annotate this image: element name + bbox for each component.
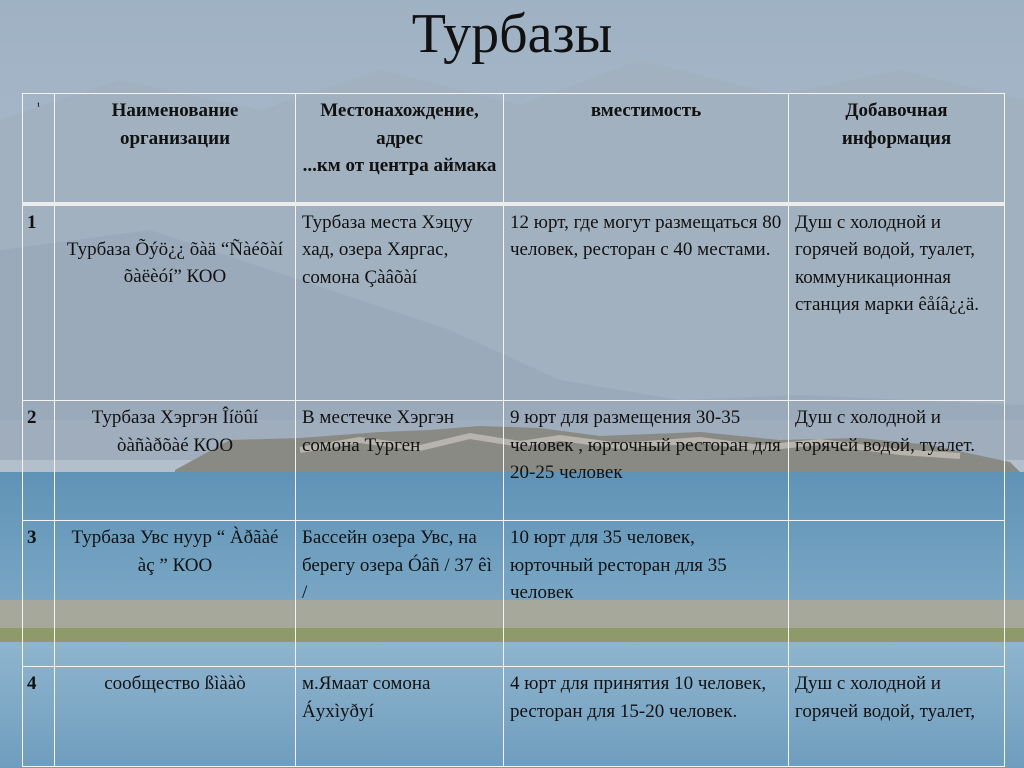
- row-number: 2: [23, 401, 55, 521]
- row-location: Турбаза места Хэцуу хад, озера Хяргас, сомона Çàâõàí: [296, 204, 504, 401]
- header-location: [296, 94, 504, 204]
- row-capacity: 12 юрт, где могут размещаться 80 человек, ресторан с 40 местами.: [504, 204, 789, 401]
- row-location: Бассейн озера Увс, на берегу озера Óâñ / 37 êì /: [296, 521, 504, 667]
- row-extra: Душ с холодной и горячей водой, туалет,: [789, 667, 1005, 767]
- header-location-line1: Местонахождение, адрес: [320, 100, 479, 149]
- header-capacity: вместимость: [504, 94, 789, 204]
- row-capacity: 10 юрт для 35 человек, юрточный ресторан для 35 человек: [504, 521, 789, 667]
- page-title: Турбазы: [411, 3, 613, 65]
- row-number: 1: [23, 204, 55, 401]
- row-extra: Душ с холодной и горячей водой, туалет, коммуникационная станция марки êåíâ¿¿ä.: [789, 204, 1005, 401]
- row-location: м.Ямаат сомона Áухìуðуí: [296, 667, 504, 767]
- row-extra: Душ с холодной и горячей водой, туалет.: [789, 401, 1005, 521]
- row-capacity: 4 юрт для принятия 10 человек, ресторан для 15-20 человек.: [504, 667, 789, 767]
- row-number: 3: [23, 521, 55, 667]
- table-row: [23, 521, 1005, 667]
- table-row: [23, 401, 1005, 521]
- header-name: Наименование организации: [55, 94, 296, 204]
- tourist-bases-table: [22, 93, 1005, 767]
- row-capacity: 9 юрт для размещения 30-35 человек , юрточный ресторан для 20-25 человек: [504, 401, 789, 521]
- header-location-line2: ...км от центра аймака: [302, 155, 497, 176]
- header-extra: Добавочная информация: [789, 94, 1005, 204]
- row-number: 4: [23, 667, 55, 767]
- row-location: В местечке Хэргэн сомона Турген: [296, 401, 504, 521]
- row-name: Турбаза Увс нуур “ Àðãàé àç ” КОО: [55, 521, 296, 667]
- row-name: Турбаза Õýö¿¿ õàä “Ñàéõàí õàëèóí” КОО: [55, 204, 296, 401]
- table-row: [23, 667, 1005, 767]
- table-row: [23, 204, 1005, 401]
- table-header-row: [23, 94, 1005, 204]
- header-number: ¹: [23, 94, 55, 204]
- row-name: сообщество ßìààò: [55, 667, 296, 767]
- row-extra: [789, 521, 1005, 667]
- row-name: Турбаза Хэргэн Îíöûí òàñàðõàé КОО: [55, 401, 296, 521]
